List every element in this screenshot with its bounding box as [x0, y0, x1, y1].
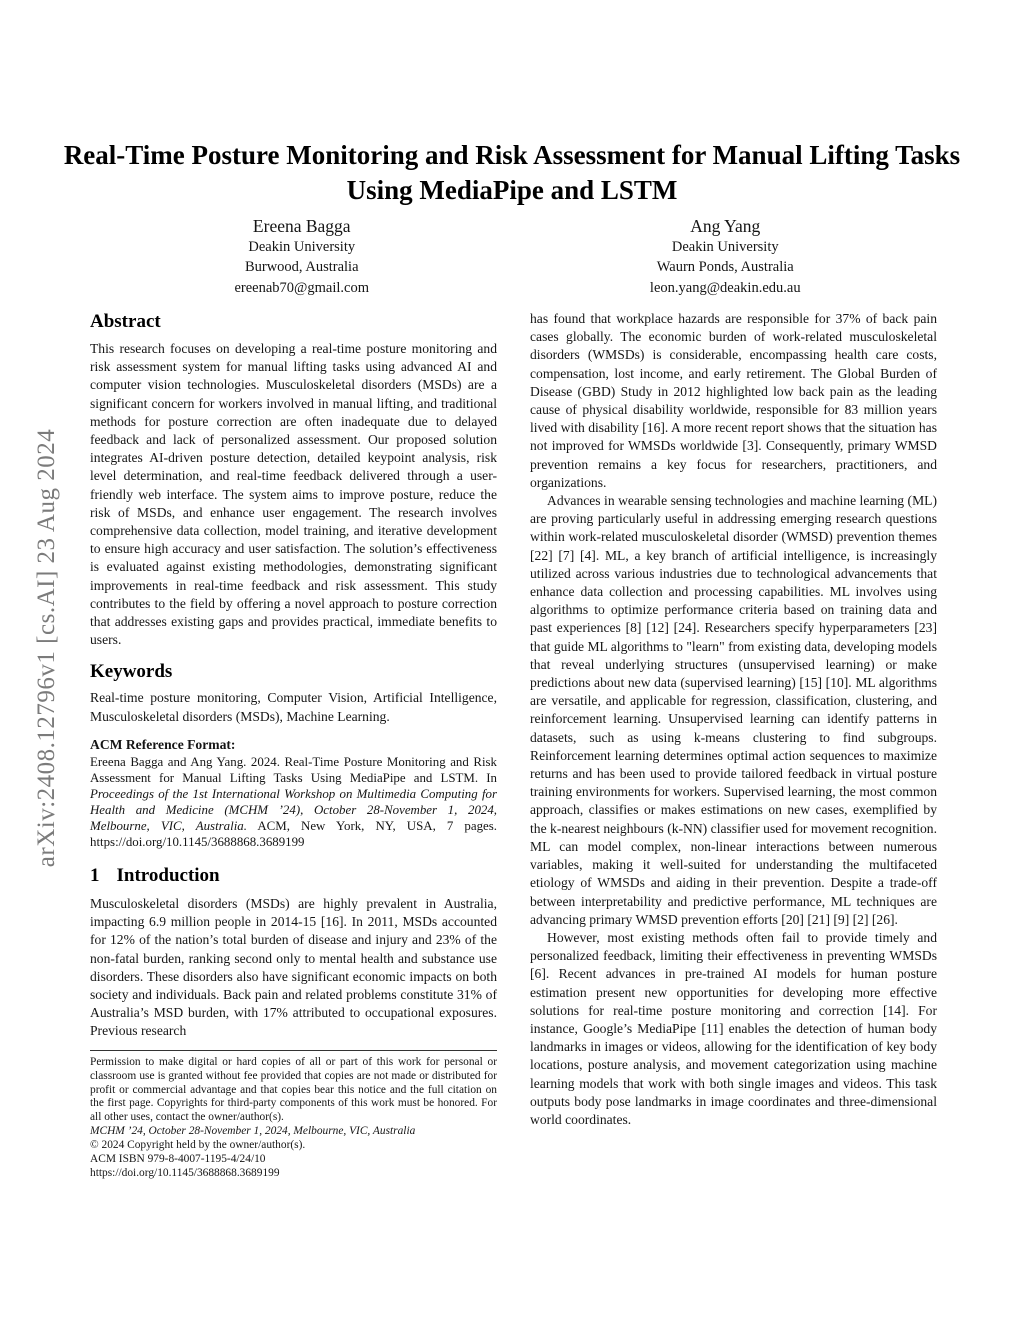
- acm-reference-italic: Proceedings of the 1st International Workshop on Multimedia Computing for Health and Medicine (MCHM ’24), October 28-November 1, 2024, Melbourne, VIC, Australia.: [90, 787, 497, 834]
- left-column: [90, 310, 497, 1181]
- introduction-heading-number: 1: [90, 865, 100, 887]
- footnote-permission: Permission to make digital or hard copies of all or part of this work for personal or classroom use is granted without fee provided that copies are not made or distributed for profit or commercial advantage and that copies bear this notice and the full citation on the first page. Copyrights for third-party components of this work must be honored. For all other uses, contact the owner/author(s).: [90, 1055, 497, 1124]
- author-location: Burwood, Australia: [244, 259, 359, 275]
- right-column: [530, 310, 937, 1129]
- author-name: Ang Yang: [690, 216, 761, 236]
- author-affiliation: Deakin University: [671, 238, 779, 255]
- introduction-heading-title: Introduction: [116, 865, 220, 887]
- paper-title: Real-Time Posture Monitoring and Risk Assessment for Manual Lifting Tasks Using MediaPipe and LSTM: [63, 140, 961, 205]
- keywords-text: Real-time posture monitoring, Computer Vision, Artificial Intelligence, Musculoskeletal disorders (MSDs), Machine Learning.: [90, 690, 497, 724]
- introduction-paragraph-3: However, most existing methods often fail to provide timely and personalized feedback, limiting their effectiveness in preventing WMSDs [6]. Recent advances in pre-trained AI models for human posture estimation present new opportunities for developing more effective solutions for real-time posture monitoring and correction [14]. For instance, Google’s MediaPipe [11] enables the detection of human body landmarks in images or videos, allowing for the identification of key body locations, posture analysis, and movement categorization using machine learning models that work with both single images and videos. This task outputs body pose landmarks in image coordinates and three-dimensional world coordinates.: [530, 929, 937, 1127]
- introduction-heading: [90, 864, 497, 887]
- footnote-copyright: © 2024 Copyright held by the owner/author(s).: [90, 1139, 306, 1152]
- arxiv-watermark: arXiv:2408.12796v1 [cs.AI] 23 Aug 2024: [33, 428, 60, 868]
- footnote-isbn: ACM ISBN 979-8-4007-1195-4/24/10: [90, 1153, 266, 1166]
- footnote-doi-link[interactable]: https://doi.org/10.1145/3688868.3689199: [90, 1166, 280, 1179]
- author-email: leon.yang@deakin.edu.au: [649, 279, 801, 296]
- abstract-text: This research focuses on developing a real-time posture monitoring and risk assessment system for manual lifting tasks using advanced AI and computer vision technologies. Musculoskeletal disorders (MSDs) are a significant concern for workers involved in manual lifting, and traditional methods for posture correction are often inadequate due to delayed feedback and lack of personalized assessment. Our proposed solution integrates AI-driven posture detection, detailed keypoint analysis, risk level determination, and real-time feedback delivered through a user-friendly web interface. The system aims to improve posture, reduce the risk of MSDs, and enhance user engagement. The research involves comprehensive data collection, model training, and iterative development to ensure high accuracy and user satisfaction. The solution’s effectiveness is evaluated against existing methodologies, demonstrating significant improvements in real-time feedback and risk assessment. This study contributes to the field by offering a novel approach to posture correction that addresses existing gaps and provides practical, immediate benefits to users.: [90, 341, 497, 648]
- keywords-heading: Keywords: [90, 661, 173, 683]
- abstract-heading: Abstract: [90, 311, 161, 332]
- acm-reference-plain1: Ereena Bagga and Ang Yang. 2024. Real-Time Posture Monitoring and Risk Assessment for Manual Lifting Tasks Using MediaPipe and LSTM. In: [90, 755, 497, 786]
- acm-reference-text: [90, 754, 497, 850]
- author-email: ereenab70@gmail.com: [234, 279, 370, 296]
- acm-reference-heading: ACM Reference Format:: [90, 736, 236, 752]
- author-location: Waurn Ponds, Australia: [656, 259, 794, 275]
- author-block-1: [90, 216, 514, 298]
- introduction-paragraph-left: Musculoskeletal disorders (MSDs) are highly prevalent in Australia, impacting 6.9 million people in 2014-15 [16]. In 2011, MSDs accounted for 12% of the nation’s total burden of disease and injury and 23% of the non-fatal burden, ranking second only to mental health and substance use disorders. These disorders also have significant economic impacts on both society and individuals. Back pain and related problems constitute 31% of Australia’s MSD burden, with 17% attributed to occupational exposures. Previous research: [90, 896, 497, 1039]
- acm-reference-doi-link[interactable]: https://doi.org/10.1145/3688868.3689199: [90, 835, 305, 850]
- footnote-rule: [90, 1050, 497, 1051]
- acm-reference-plain2: ACM, New York, NY, USA, 7 pages.: [246, 819, 497, 834]
- introduction-paragraph-right: has found that workplace hazards are responsible for 37% of back pain cases globally. The economic burden of work-related musculoskeletal disorders (WMSDs) is considerable, encompassing health care costs, compensation, lost income, and early retirement. The Global Burden of Disease (GBD) Study in 2012 highlighted low back pain as the leading cause of physical disability worldwide, responsible for 83 million years lived with disability [16]. A more recent report shows that the situation has not improved for WMSDs worldwide [3]. Consequently, primary WMSD prevention remains a key focus for researchers, practitioners, and organizations.: [530, 311, 937, 490]
- footnote-block: [90, 1050, 497, 1181]
- author-affiliation: Deakin University: [248, 238, 356, 255]
- author-name: Ereena Bagga: [252, 216, 351, 236]
- footnote-venue: MCHM ’24, October 28-November 1, 2024, Melbourne, VIC, Australia: [90, 1125, 416, 1138]
- introduction-paragraph-2: Advances in wearable sensing technologies and machine learning (ML) are proving particularly useful in addressing emerging research questions within work-related musculoskeletal disorder (WMSD) prevention themes [22] [7] [4]. ML, a key branch of artificial intelligence, is increasingly utilized across various industries due to technological advancements that enhance data collection and processing capabilities. ML involves using algorithms to optimize performance criteria based on training data and past experiences [8] [12] [24]. Researchers specify hyperparameters [23] that guide ML algorithms to "learn" from existing data, developing models that reveal underlying structures (unsupervised learning) or make predictions about new data (supervised learning) [15] [10]. ML algorithms are versatile, and applicable for regression, classification, clustering, and reinforcement learning. Unsupervised learning can identify patterns in datasets, such as using k-means clustering to find subgroups. Reinforcement learning determines optimal action sequences to maximize returns and has been used to provide tailored feedback in virtual posture training environments for workers. Supervised learning, the most common approach, classifies or makes estimations on new cases, exemplified by the k-nearest neighbours (k-NN) classifier used for movement recognition. ML can model complex, non-linear interactions between numerous variables, making it well-suited for understanding the multifaceted etiology of WMSDs and aiding in their prevention. Despite a trade-off between interpretability and predictive performance, ML techniques are advancing primary WMSD prevention efforts [20] [21] [9] [2] [26].: [530, 493, 937, 927]
- authors-row: [90, 216, 937, 298]
- title-block: [62, 138, 962, 208]
- author-block-2: [514, 216, 938, 298]
